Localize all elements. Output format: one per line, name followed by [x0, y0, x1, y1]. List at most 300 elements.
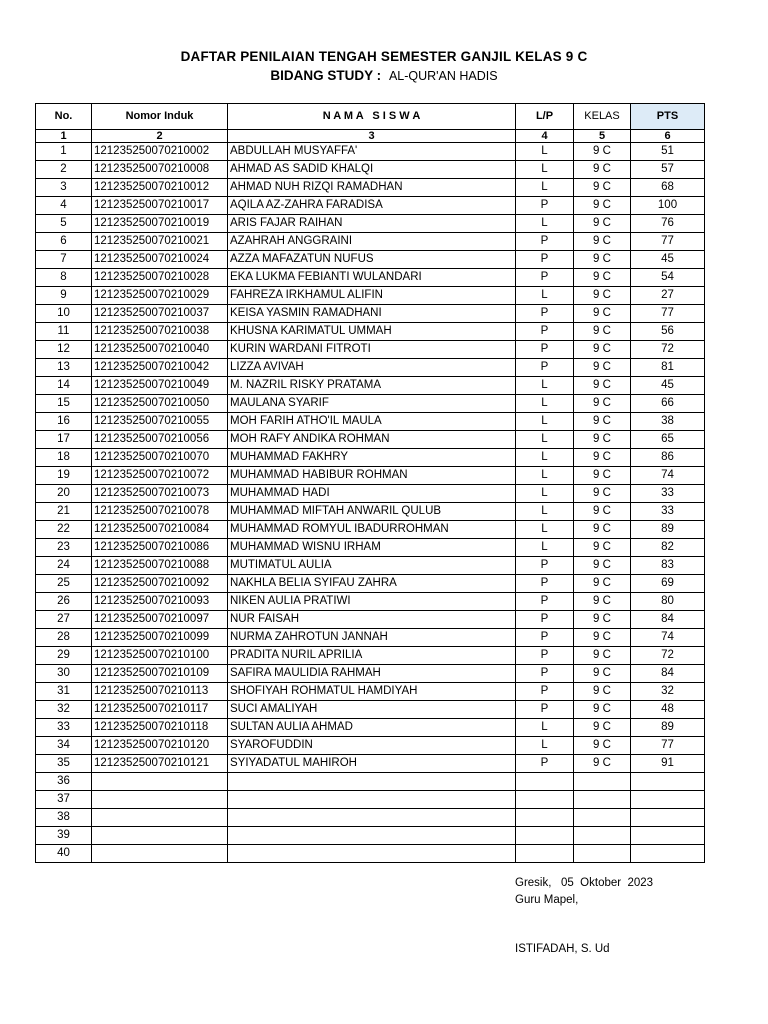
row-kelas: 9 C	[574, 215, 631, 233]
row-pts: 48	[631, 701, 705, 719]
row-nomor-induk: 121235250070210121	[92, 755, 228, 773]
row-lp: L	[516, 485, 574, 503]
row-nomor-induk: 121235250070210070	[92, 449, 228, 467]
row-pts: 54	[631, 269, 705, 287]
row-lp: L	[516, 737, 574, 755]
row-nama-siswa: AHMAD AS SADID KHALQI	[228, 161, 516, 179]
row-pts: 77	[631, 233, 705, 251]
row-lp: P	[516, 359, 574, 377]
row-no: 12	[36, 341, 92, 359]
row-nama-siswa: MAULANA SYARIF	[228, 395, 516, 413]
col-number: 2	[92, 130, 228, 143]
table-row	[36, 197, 705, 215]
row-kelas: 9 C	[574, 719, 631, 737]
row-no: 32	[36, 701, 92, 719]
row-kelas: 9 C	[574, 701, 631, 719]
signature-role: Guru Mapel,	[515, 894, 579, 906]
row-nomor-induk: 121235250070210042	[92, 359, 228, 377]
row-nomor-induk	[92, 809, 228, 827]
row-nama-siswa: SAFIRA MAULIDIA RAHMAH	[228, 665, 516, 683]
row-nomor-induk: 121235250070210099	[92, 629, 228, 647]
row-pts: 65	[631, 431, 705, 449]
row-no: 1	[36, 143, 92, 161]
row-lp: P	[516, 665, 574, 683]
row-pts: 72	[631, 341, 705, 359]
row-no: 5	[36, 215, 92, 233]
col-number: 1	[36, 130, 92, 143]
row-lp: P	[516, 251, 574, 269]
table-row	[36, 251, 705, 269]
row-no: 28	[36, 629, 92, 647]
row-nomor-induk: 121235250070210078	[92, 503, 228, 521]
row-kelas: 9 C	[574, 341, 631, 359]
row-nama-siswa: SYIYADATUL MAHIROH	[228, 755, 516, 773]
row-no: 24	[36, 557, 92, 575]
column-number-row	[36, 130, 705, 143]
row-nomor-induk: 121235250070210028	[92, 269, 228, 287]
row-lp: P	[516, 233, 574, 251]
row-no: 20	[36, 485, 92, 503]
subject-label: BIDANG STUDY :	[270, 68, 382, 83]
row-nomor-induk: 121235250070210118	[92, 719, 228, 737]
row-nama-siswa: ARIS FAJAR RAIHAN	[228, 215, 516, 233]
row-pts: 77	[631, 305, 705, 323]
table-row	[36, 215, 705, 233]
row-nomor-induk	[92, 791, 228, 809]
row-nomor-induk: 121235250070210037	[92, 305, 228, 323]
row-nomor-induk: 121235250070210109	[92, 665, 228, 683]
table-row	[36, 431, 705, 449]
table-row	[36, 737, 705, 755]
row-kelas: 9 C	[574, 683, 631, 701]
row-pts: 74	[631, 629, 705, 647]
table-row	[36, 629, 705, 647]
row-kelas	[574, 827, 631, 845]
row-nama-siswa: EKA LUKMA FEBIANTI WULANDARI	[228, 269, 516, 287]
row-no: 17	[36, 431, 92, 449]
row-nomor-induk: 121235250070210008	[92, 161, 228, 179]
row-nomor-induk: 121235250070210021	[92, 233, 228, 251]
table-row	[36, 665, 705, 683]
row-pts: 82	[631, 539, 705, 557]
row-pts: 84	[631, 611, 705, 629]
header-row	[36, 104, 705, 130]
row-nomor-induk: 121235250070210024	[92, 251, 228, 269]
row-nama-siswa: SYAROFUDDIN	[228, 737, 516, 755]
row-nomor-induk: 121235250070210055	[92, 413, 228, 431]
row-nama-siswa: MUTIMATUL AULIA	[228, 557, 516, 575]
row-nama-siswa: NAKHLA BELIA SYIFAU ZAHRA	[228, 575, 516, 593]
row-no: 2	[36, 161, 92, 179]
row-no: 11	[36, 323, 92, 341]
row-lp: P	[516, 611, 574, 629]
row-no: 22	[36, 521, 92, 539]
table-row	[36, 179, 705, 197]
col-header-kelas: KELAS	[574, 104, 631, 130]
grade-table	[35, 103, 705, 863]
row-lp: P	[516, 557, 574, 575]
row-lp: L	[516, 377, 574, 395]
col-number: 6	[631, 130, 705, 143]
row-kelas: 9 C	[574, 413, 631, 431]
col-header-lp: L/P	[516, 104, 574, 130]
row-lp: L	[516, 215, 574, 233]
row-pts: 57	[631, 161, 705, 179]
row-lp: P	[516, 647, 574, 665]
row-nomor-induk: 121235250070210002	[92, 143, 228, 161]
row-pts: 74	[631, 467, 705, 485]
row-kelas: 9 C	[574, 179, 631, 197]
row-no: 26	[36, 593, 92, 611]
row-pts: 68	[631, 179, 705, 197]
row-nomor-induk: 121235250070210029	[92, 287, 228, 305]
row-pts	[631, 827, 705, 845]
row-nama-siswa: NUR FAISAH	[228, 611, 516, 629]
row-kelas: 9 C	[574, 629, 631, 647]
row-kelas: 9 C	[574, 287, 631, 305]
row-kelas: 9 C	[574, 395, 631, 413]
table-row	[36, 647, 705, 665]
row-nama-siswa	[228, 791, 516, 809]
table-row	[36, 575, 705, 593]
table-row	[36, 359, 705, 377]
row-pts: 80	[631, 593, 705, 611]
row-nomor-induk: 121235250070210093	[92, 593, 228, 611]
row-lp: P	[516, 305, 574, 323]
row-lp: L	[516, 395, 574, 413]
col-number: 3	[228, 130, 516, 143]
subject-value: AL-QUR'AN HADIS	[388, 69, 498, 83]
row-lp: L	[516, 503, 574, 521]
row-kelas: 9 C	[574, 503, 631, 521]
table-row	[36, 341, 705, 359]
row-nomor-induk: 121235250070210113	[92, 683, 228, 701]
row-nama-siswa: FAHREZA IRKHAMUL ALIFIN	[228, 287, 516, 305]
row-kelas: 9 C	[574, 251, 631, 269]
table-row	[36, 449, 705, 467]
table-row	[36, 305, 705, 323]
row-nama-siswa: AZZA MAFAZATUN NUFUS	[228, 251, 516, 269]
table-row	[36, 503, 705, 521]
row-nama-siswa: MUHAMMAD WISNU IRHAM	[228, 539, 516, 557]
row-nama-siswa: MUHAMMAD MIFTAH ANWARIL QULUB	[228, 503, 516, 521]
row-no: 21	[36, 503, 92, 521]
row-nomor-induk	[92, 845, 228, 863]
table-row	[36, 827, 705, 845]
row-kelas: 9 C	[574, 197, 631, 215]
row-pts	[631, 773, 705, 791]
table-row	[36, 593, 705, 611]
row-kelas: 9 C	[574, 323, 631, 341]
col-number: 4	[516, 130, 574, 143]
row-nomor-induk: 121235250070210056	[92, 431, 228, 449]
row-pts: 77	[631, 737, 705, 755]
row-nama-siswa: M. NAZRIL RISKY PRATAMA	[228, 377, 516, 395]
col-number: 5	[574, 130, 631, 143]
row-nama-siswa: KHUSNA KARIMATUL UMMAH	[228, 323, 516, 341]
signature-place-date: Gresik, 05 Oktober 2023	[515, 877, 654, 889]
row-pts	[631, 791, 705, 809]
table-row	[36, 557, 705, 575]
row-pts: 27	[631, 287, 705, 305]
document-title: DAFTAR PENILAIAN TENGAH SEMESTER GANJIL KELAS 9 C	[180, 49, 588, 64]
table-row	[36, 143, 705, 161]
row-pts: 45	[631, 377, 705, 395]
row-kelas: 9 C	[574, 539, 631, 557]
row-no: 25	[36, 575, 92, 593]
row-no: 34	[36, 737, 92, 755]
row-pts	[631, 809, 705, 827]
row-lp: L	[516, 449, 574, 467]
row-no: 6	[36, 233, 92, 251]
row-nama-siswa: KURIN WARDANI FITROTI	[228, 341, 516, 359]
row-no: 13	[36, 359, 92, 377]
subject-line	[0, 68, 768, 83]
table-row	[36, 701, 705, 719]
row-no: 36	[36, 773, 92, 791]
row-lp: P	[516, 683, 574, 701]
row-lp	[516, 773, 574, 791]
row-nama-siswa: AHMAD NUH RIZQI RAMADHAN	[228, 179, 516, 197]
row-pts: 33	[631, 485, 705, 503]
row-nomor-induk: 121235250070210092	[92, 575, 228, 593]
row-pts: 89	[631, 719, 705, 737]
row-no: 19	[36, 467, 92, 485]
row-lp: P	[516, 323, 574, 341]
row-no: 29	[36, 647, 92, 665]
row-kelas	[574, 791, 631, 809]
table-row	[36, 287, 705, 305]
row-nomor-induk: 121235250070210019	[92, 215, 228, 233]
row-nama-siswa: MUHAMMAD ROMYUL IBADURROHMAN	[228, 521, 516, 539]
row-no: 38	[36, 809, 92, 827]
table-row	[36, 539, 705, 557]
table-row	[36, 845, 705, 863]
table-row	[36, 773, 705, 791]
col-header-nomor-induk: Nomor Induk	[92, 104, 228, 130]
row-kelas: 9 C	[574, 305, 631, 323]
table-row	[36, 233, 705, 251]
row-kelas	[574, 845, 631, 863]
row-nomor-induk: 121235250070210040	[92, 341, 228, 359]
row-nomor-induk: 121235250070210072	[92, 467, 228, 485]
row-kelas: 9 C	[574, 593, 631, 611]
col-header-no: No.	[36, 104, 92, 130]
row-pts	[631, 845, 705, 863]
row-no: 39	[36, 827, 92, 845]
row-nomor-induk: 121235250070210017	[92, 197, 228, 215]
row-pts: 100	[631, 197, 705, 215]
row-lp: L	[516, 143, 574, 161]
row-kelas: 9 C	[574, 557, 631, 575]
row-nama-siswa: PRADITA NURIL APRILIA	[228, 647, 516, 665]
row-no: 7	[36, 251, 92, 269]
row-pts: 33	[631, 503, 705, 521]
table-row	[36, 413, 705, 431]
row-lp: L	[516, 719, 574, 737]
row-nama-siswa: NURMA ZAHROTUN JANNAH	[228, 629, 516, 647]
row-no: 14	[36, 377, 92, 395]
row-no: 37	[36, 791, 92, 809]
row-nomor-induk	[92, 773, 228, 791]
row-lp	[516, 809, 574, 827]
row-no: 4	[36, 197, 92, 215]
row-nama-siswa: MOH FARIH ATHO'IL MAULA	[228, 413, 516, 431]
row-kelas: 9 C	[574, 449, 631, 467]
row-pts: 76	[631, 215, 705, 233]
row-nama-siswa: MUHAMMAD FAKHRY	[228, 449, 516, 467]
row-nama-siswa	[228, 809, 516, 827]
row-nama-siswa	[228, 845, 516, 863]
row-kelas: 9 C	[574, 359, 631, 377]
row-nama-siswa	[228, 773, 516, 791]
row-nomor-induk: 121235250070210049	[92, 377, 228, 395]
row-pts: 32	[631, 683, 705, 701]
table-row	[36, 377, 705, 395]
row-kelas: 9 C	[574, 431, 631, 449]
row-kelas	[574, 809, 631, 827]
row-no: 8	[36, 269, 92, 287]
row-kelas: 9 C	[574, 647, 631, 665]
row-lp: P	[516, 701, 574, 719]
table-row	[36, 485, 705, 503]
row-lp: P	[516, 629, 574, 647]
table-row	[36, 395, 705, 413]
row-lp	[516, 791, 574, 809]
row-kelas: 9 C	[574, 467, 631, 485]
row-pts: 84	[631, 665, 705, 683]
row-kelas: 9 C	[574, 521, 631, 539]
row-no: 30	[36, 665, 92, 683]
row-no: 15	[36, 395, 92, 413]
row-no: 16	[36, 413, 92, 431]
row-no: 9	[36, 287, 92, 305]
row-pts: 69	[631, 575, 705, 593]
col-header-pts: PTS	[631, 104, 705, 130]
row-nomor-induk: 121235250070210100	[92, 647, 228, 665]
row-kelas: 9 C	[574, 575, 631, 593]
row-nama-siswa: SULTAN AULIA AHMAD	[228, 719, 516, 737]
row-kelas: 9 C	[574, 665, 631, 683]
row-nomor-induk: 121235250070210117	[92, 701, 228, 719]
row-kelas: 9 C	[574, 161, 631, 179]
table-row	[36, 809, 705, 827]
row-kelas: 9 C	[574, 377, 631, 395]
row-kelas	[574, 773, 631, 791]
table-row	[36, 323, 705, 341]
row-pts: 91	[631, 755, 705, 773]
table-row	[36, 161, 705, 179]
row-nomor-induk: 121235250070210038	[92, 323, 228, 341]
row-nomor-induk: 121235250070210050	[92, 395, 228, 413]
row-lp: P	[516, 341, 574, 359]
table-row	[36, 269, 705, 287]
row-lp: P	[516, 269, 574, 287]
row-pts: 89	[631, 521, 705, 539]
row-no: 3	[36, 179, 92, 197]
row-lp: L	[516, 287, 574, 305]
row-kelas: 9 C	[574, 233, 631, 251]
table-row	[36, 791, 705, 809]
row-pts: 81	[631, 359, 705, 377]
row-nama-siswa: MUHAMMAD HADI	[228, 485, 516, 503]
row-nama-siswa: SHOFIYAH ROHMATUL HAMDIYAH	[228, 683, 516, 701]
row-nama-siswa: KEISA YASMIN RAMADHANI	[228, 305, 516, 323]
row-nama-siswa: MOH RAFY ANDIKA ROHMAN	[228, 431, 516, 449]
row-no: 27	[36, 611, 92, 629]
row-pts: 72	[631, 647, 705, 665]
row-lp: L	[516, 431, 574, 449]
signature-name: ISTIFADAH, S. Ud	[515, 943, 610, 955]
row-no: 18	[36, 449, 92, 467]
row-lp: L	[516, 467, 574, 485]
row-lp: L	[516, 179, 574, 197]
row-lp: L	[516, 539, 574, 557]
row-no: 10	[36, 305, 92, 323]
row-no: 33	[36, 719, 92, 737]
row-lp: P	[516, 197, 574, 215]
row-kelas: 9 C	[574, 611, 631, 629]
table-row	[36, 683, 705, 701]
row-nomor-induk: 121235250070210120	[92, 737, 228, 755]
row-nama-siswa: SUCI AMALIYAH	[228, 701, 516, 719]
row-pts: 83	[631, 557, 705, 575]
row-nomor-induk: 121235250070210088	[92, 557, 228, 575]
row-pts: 38	[631, 413, 705, 431]
row-lp: P	[516, 755, 574, 773]
row-kelas: 9 C	[574, 737, 631, 755]
row-pts: 51	[631, 143, 705, 161]
row-pts: 56	[631, 323, 705, 341]
row-pts: 45	[631, 251, 705, 269]
row-nama-siswa: NIKEN AULIA PRATIWI	[228, 593, 516, 611]
table-row	[36, 467, 705, 485]
row-pts: 86	[631, 449, 705, 467]
row-lp: L	[516, 161, 574, 179]
row-nama-siswa: LIZZA AVIVAH	[228, 359, 516, 377]
row-no: 31	[36, 683, 92, 701]
row-nama-siswa: AQILA AZ-ZAHRA FARADISA	[228, 197, 516, 215]
row-nomor-induk: 121235250070210086	[92, 539, 228, 557]
row-nomor-induk	[92, 827, 228, 845]
table-body	[36, 143, 705, 863]
row-lp	[516, 845, 574, 863]
row-nama-siswa: ABDULLAH MUSYAFFA'	[228, 143, 516, 161]
row-no: 40	[36, 845, 92, 863]
row-nama-siswa: AZAHRAH ANGGRAINI	[228, 233, 516, 251]
row-nomor-induk: 121235250070210073	[92, 485, 228, 503]
table-row	[36, 611, 705, 629]
row-no: 23	[36, 539, 92, 557]
row-lp: P	[516, 575, 574, 593]
row-nama-siswa: MUHAMMAD HABIBUR ROHMAN	[228, 467, 516, 485]
row-kelas: 9 C	[574, 755, 631, 773]
row-lp	[516, 827, 574, 845]
row-pts: 66	[631, 395, 705, 413]
row-lp: P	[516, 593, 574, 611]
table-row	[36, 521, 705, 539]
row-lp: L	[516, 413, 574, 431]
row-nomor-induk: 121235250070210097	[92, 611, 228, 629]
row-kelas: 9 C	[574, 485, 631, 503]
row-nomor-induk: 121235250070210012	[92, 179, 228, 197]
col-header-nama-siswa: N A M A S I S W A	[228, 104, 516, 130]
table-row	[36, 719, 705, 737]
row-kelas: 9 C	[574, 269, 631, 287]
row-nomor-induk: 121235250070210084	[92, 521, 228, 539]
row-no: 35	[36, 755, 92, 773]
row-lp: L	[516, 521, 574, 539]
